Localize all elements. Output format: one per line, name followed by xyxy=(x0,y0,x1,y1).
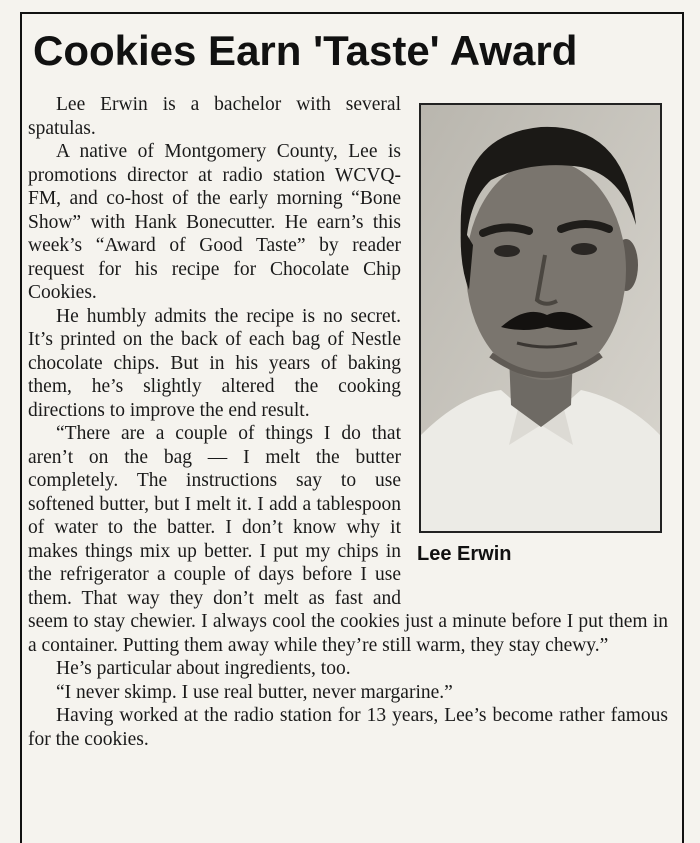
photo-caption: Lee Erwin xyxy=(417,543,512,565)
clipping-border-top xyxy=(20,12,684,14)
clipping-border-left xyxy=(20,12,22,843)
paragraph: Having worked at the radio station for 13 years, Lee’s become rather famous for the cookies. xyxy=(28,705,668,750)
clipping-border-right xyxy=(682,12,684,843)
paragraph: He’s particular about ingredients, too. xyxy=(56,658,351,679)
article-body xyxy=(28,93,668,751)
headline: Cookies Earn 'Taste' Award xyxy=(33,27,578,74)
paragraph: “I never skimp. I use real butter, never margarine.” xyxy=(56,681,453,703)
paragraph: A native of Montgomery County, Lee is promotions director at radio station WCVQ-FM, and co-host of the early morning “Bone Show” with Hank Bonecutter. He earn’s this week’s “Award of Good Taste” by reader request for his recipe for Chocolate Chip Cookies. xyxy=(28,141,401,303)
portrait-image xyxy=(421,105,660,531)
portrait-photo xyxy=(419,103,662,533)
paragraph: Lee Erwin is a bachelor with several spatulas. xyxy=(28,94,401,139)
paragraph: “There are a couple of things I do that aren’t on the bag — I melt the butter completely. The instructions say to use softened butter, but I melt it. I add a tablespoon of water to the batter. I don’t know why it makes things mix up better. I put my chips in the refrigerator a couple of days before I use them. That way they don’t melt as fast and seem to stay chewier. I always cool the cookies just a minute before I put them in a container. Putting them away while they’re still warm, they stay chewy.” xyxy=(28,423,668,656)
paragraph: He humbly admits the recipe is no secret. It’s printed on the back of each bag of Nestle chocolate chips. But in his years of baking them, he’s slightly altered the cooking directions to improve the end result. xyxy=(28,305,401,421)
photo-block xyxy=(415,93,668,593)
